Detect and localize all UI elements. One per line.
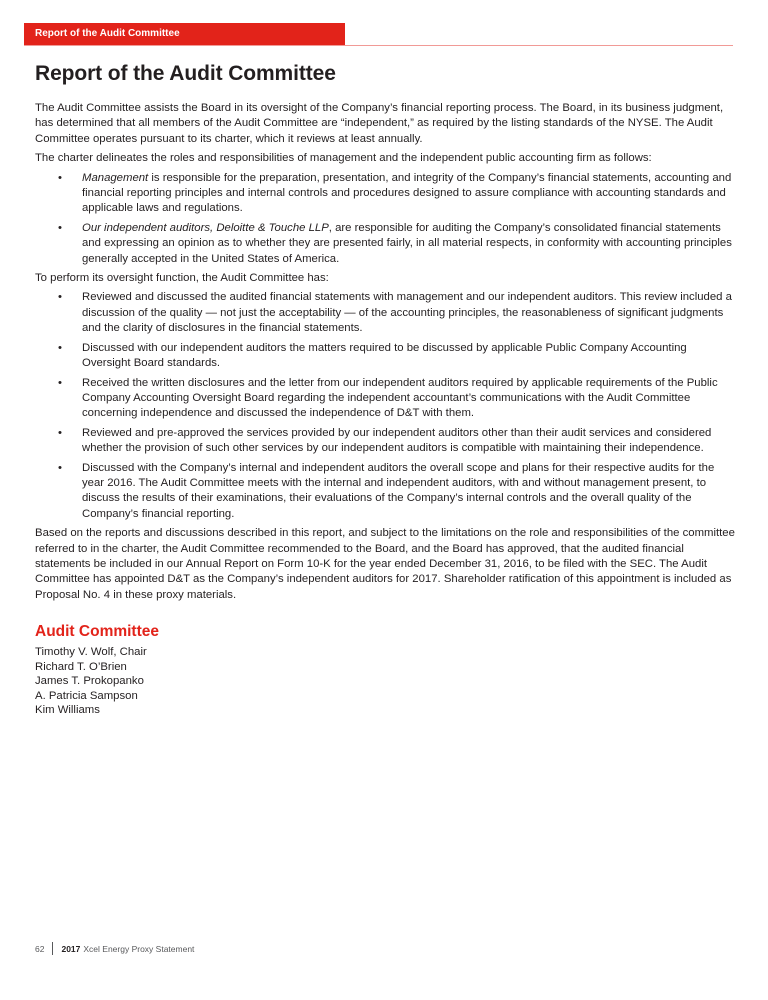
header-divider xyxy=(345,45,733,46)
bullet-icon: • xyxy=(58,461,62,474)
list-item xyxy=(35,376,735,422)
committee-member: James T. Prokopanko xyxy=(35,675,144,688)
bullet-icon: • xyxy=(58,341,62,354)
list-item-text: Reviewed and discussed the audited financial statements with management and our independent auditors. This review included a discussion of the quality — not just the acceptability — of the accounting principles, the reasonableness of significant judgments and the clarity of disclosures in the financial statements. xyxy=(82,291,732,335)
list-item-text: is responsible for the preparation, presentation, and integrity of the Company’s financial statements, accounting and financial reporting principles and internal controls and procedures designed to assure compliance with accounting standards and applicable laws and regulations. xyxy=(82,171,732,215)
list-item xyxy=(35,221,735,267)
bullet-icon: • xyxy=(58,376,62,389)
report-body xyxy=(35,101,735,607)
bullet-icon: • xyxy=(58,426,62,439)
section-header-label: Report of the Audit Committee xyxy=(35,28,180,39)
list-item xyxy=(35,426,735,457)
list-item xyxy=(35,290,735,336)
footer-publication: Xcel Energy Proxy Statement xyxy=(83,943,195,954)
committee-member: Timothy V. Wolf, Chair xyxy=(35,646,147,658)
bullet-icon: • xyxy=(58,221,62,234)
charter-paragraph: The charter delineates the roles and responsibilities of management and the independent public accounting firm as follows: xyxy=(35,152,652,165)
oversight-list xyxy=(35,290,735,522)
footer-divider xyxy=(52,942,53,955)
page-number: 62 xyxy=(35,943,45,954)
list-item-lead: Management xyxy=(82,171,149,184)
committee-member-list xyxy=(35,645,147,718)
bullet-icon: • xyxy=(58,291,62,304)
committee-heading: Audit Committee xyxy=(35,623,159,640)
list-item xyxy=(35,341,735,372)
header-divider-left xyxy=(24,45,345,46)
list-item xyxy=(35,461,735,523)
page-footer xyxy=(35,942,194,955)
charter-list xyxy=(35,171,735,267)
intro-paragraph: The Audit Committee assists the Board in its oversight of the Company’s financial reporting process. The Board, in its business judgment, has determined that all members of the Audit Committee are “independent,” as required by the listing standards of the NYSE. The Audit Committee operates pursuant to its charter, which it reviews at least annually. xyxy=(35,102,724,145)
oversight-paragraph: To perform its oversight function, the Audit Committee has: xyxy=(35,272,329,285)
section-header-band xyxy=(24,23,345,45)
page-title: Report of the Audit Committee xyxy=(35,62,336,85)
list-item-text: Discussed with our independent auditors the matters required to be discussed by applicable Public Company Accounting Oversight Board standards. xyxy=(82,341,687,370)
committee-member: Kim Williams xyxy=(35,704,100,717)
list-item-lead: Our independent auditors, Deloitte & Touche LLP xyxy=(82,221,329,234)
list-item-text: , are responsible for auditing the Company’s consolidated financial statements and expressing an opinion as to whether they are presented fairly, in all material respects, in conformity with accounting principles generally accepted in the United States of America. xyxy=(82,221,732,265)
committee-member: Richard T. O’Brien xyxy=(35,660,127,673)
list-item xyxy=(35,171,735,217)
bullet-icon: • xyxy=(58,171,62,184)
footer-year: 2017 xyxy=(61,943,81,954)
list-item-text: Discussed with the Company’s internal and independent auditors the overall scope and plans for their respective audits for the year 2016. The Audit Committee meets with the internal and independent auditors, with and without management present, to discuss the results of their examinations, their evaluations of the Company’s internal controls and the overall quality of the Company’s financial reporting. xyxy=(82,461,715,520)
conclusion-paragraph: Based on the reports and discussions described in this report, and subject to the limitations on the role and responsibilities of the committee referred to in the charter, the Audit Committee recommended to the Board, and the Board has approved, that the audited financial statements be included in our Annual Report on Form 10-K for the year ended December 31, 2016, to be filed with the SEC. The Audit Committee has appointed D&T as the Company’s independent auditors for 2017. Shareholder ratification of this appointment is included as Proposal No. 4 in these proxy materials. xyxy=(35,527,735,601)
list-item-text: Reviewed and pre-approved the services provided by our independent auditors other than their audit services and considered whether the provision of such other services by our independent auditors is compatible with maintaining their independence. xyxy=(82,426,712,455)
list-item-text: Received the written disclosures and the letter from our independent auditors required by applicable requirements of the Public Company Accounting Oversight Board regarding the independent accountant’s communications with the Audit Committee concerning independence and discussed the independence of D&T with them. xyxy=(82,376,718,420)
committee-member: A. Patricia Sampson xyxy=(35,689,138,702)
